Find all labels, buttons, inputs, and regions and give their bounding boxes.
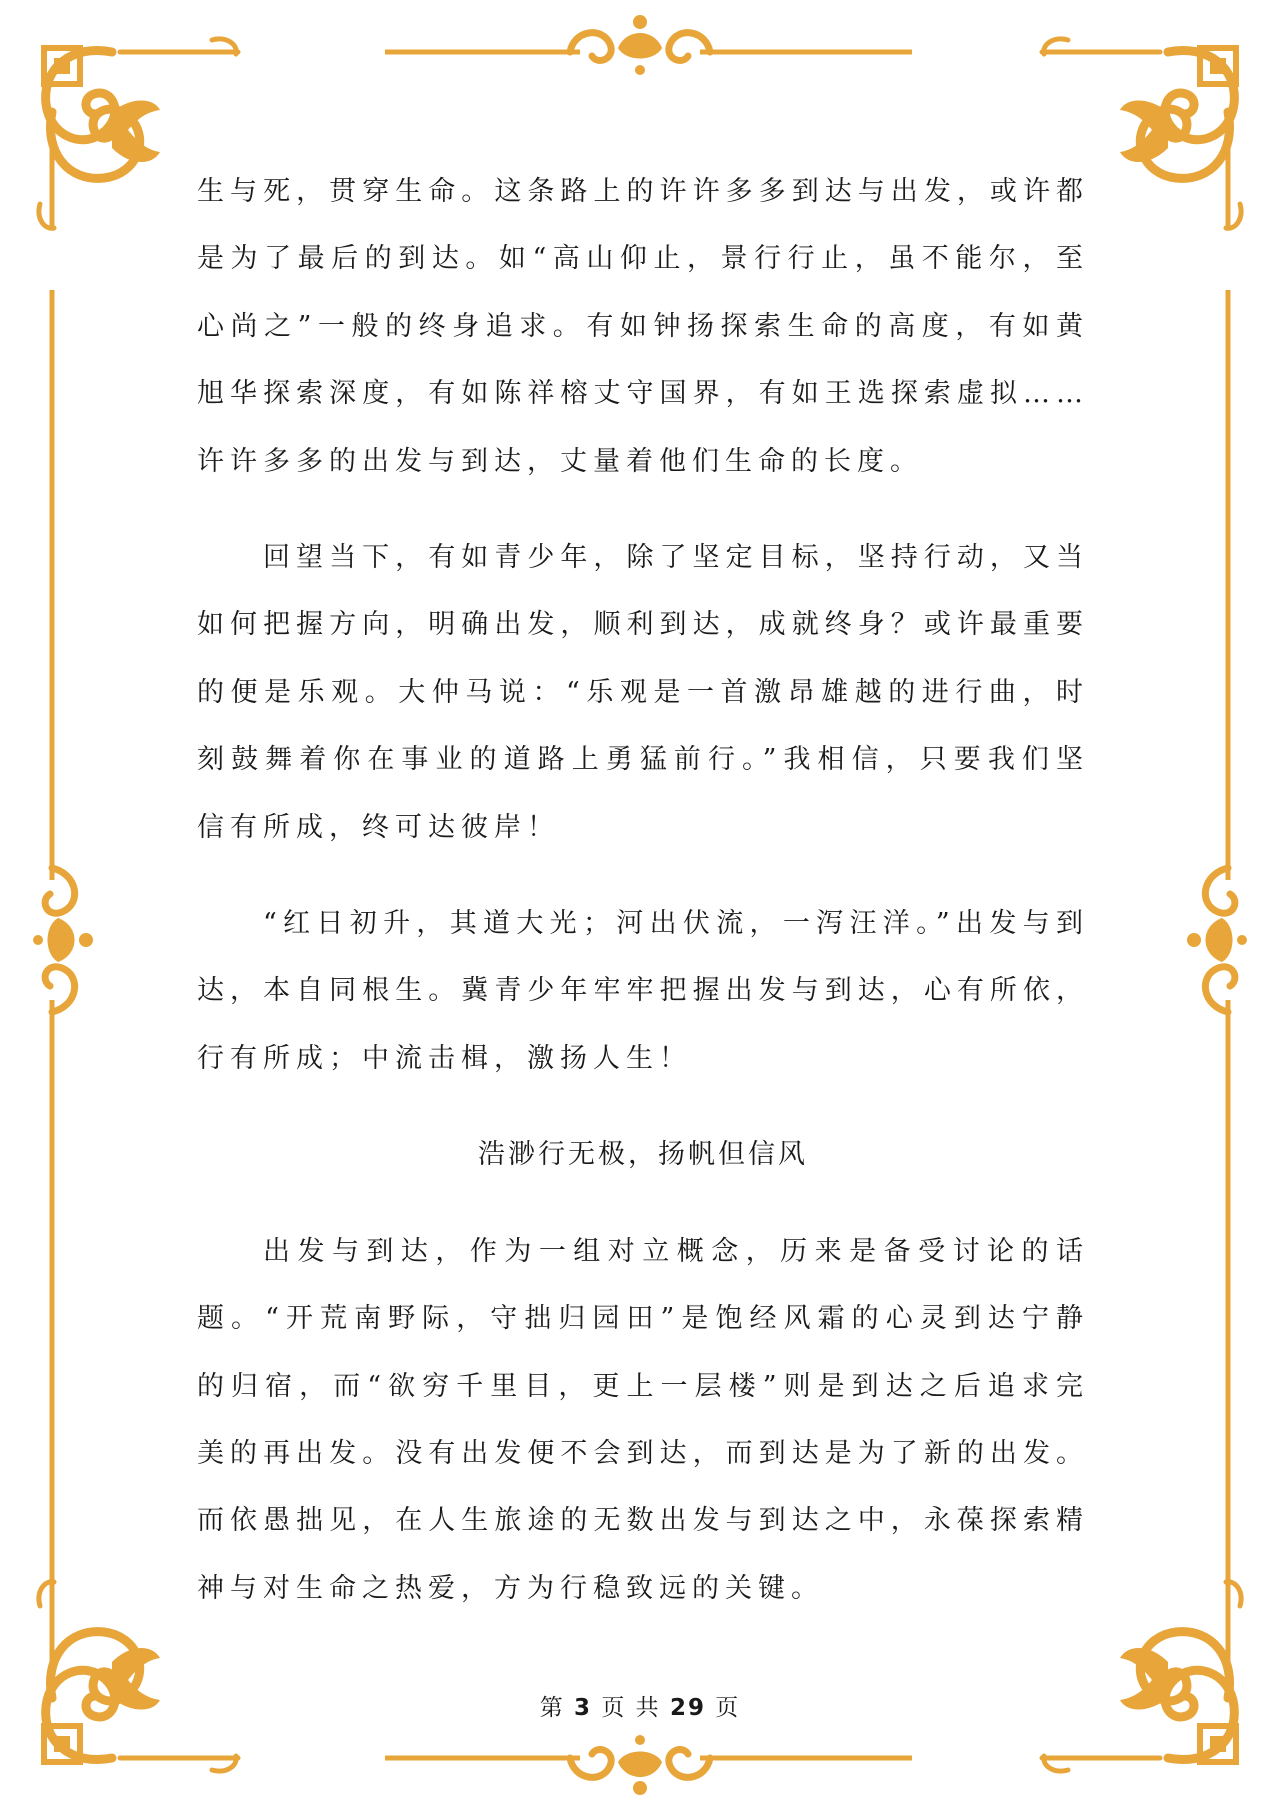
page-number (0, 1689, 1280, 1722)
current-page: 3 (574, 1695, 593, 1721)
paragraph-1: 生与死，贯穿生命。这条路上的许许多多到达与出发，或许都是为了最后的到达。如“高山仰止，景行行止，虽不能尔，至心尚之”一般的终身追求。有如钟扬探索生命的高度，有如黄旭华探索深度，有如陈祥榕丈守国界，有如王选探索虚拟……许许多多的出发与到达，丈量着他们生命的长度。 (197, 176, 1089, 477)
paragraph-2: 回望当下，有如青少年，除了坚定目标，坚持行动，又当如何把握方向，明确出发，顺利到达，成就终身？或许最重要的便是乐观。大仲马说：“乐观是一首激昂雄越的进行曲，时刻鼓舞着你在事业的道路上勇猛前行。”我相信，只要我们坚信有所成，终可达彼岸！ (197, 542, 1089, 843)
page-prefix: 第 (539, 1695, 565, 1721)
page-middle: 页 共 (601, 1695, 661, 1721)
paragraph-4: 出发与到达，作为一组对立概念，历来是备受讨论的话题。“开荒南野际，守拙归园田”是饱经风霜的心灵到达宁静的归宿，而“欲穷千里目，更上一层楼”则是到达之后追求完美的再出发。没有出发便不会到达，而到达是为了新的出发。而依愚拙见，在人生旅途的无数出发与到达之中，永葆探索精神与对生命之热爱，方为行稳致远的关键。 (197, 1235, 1089, 1604)
article-body (197, 158, 1089, 1622)
page-suffix: 页 (715, 1695, 741, 1721)
section-heading: 浩渺行无极，扬帆但信风 (478, 1139, 808, 1171)
total-pages: 29 (669, 1695, 706, 1721)
paragraph-3: “红日初升，其道大光；河出伏流，一泻汪洋。”出发与到达，本自同根生。冀青少年牢牢把握出发与到达，心有所依，行有所成；中流击楫，激扬人生！ (197, 908, 1089, 1074)
